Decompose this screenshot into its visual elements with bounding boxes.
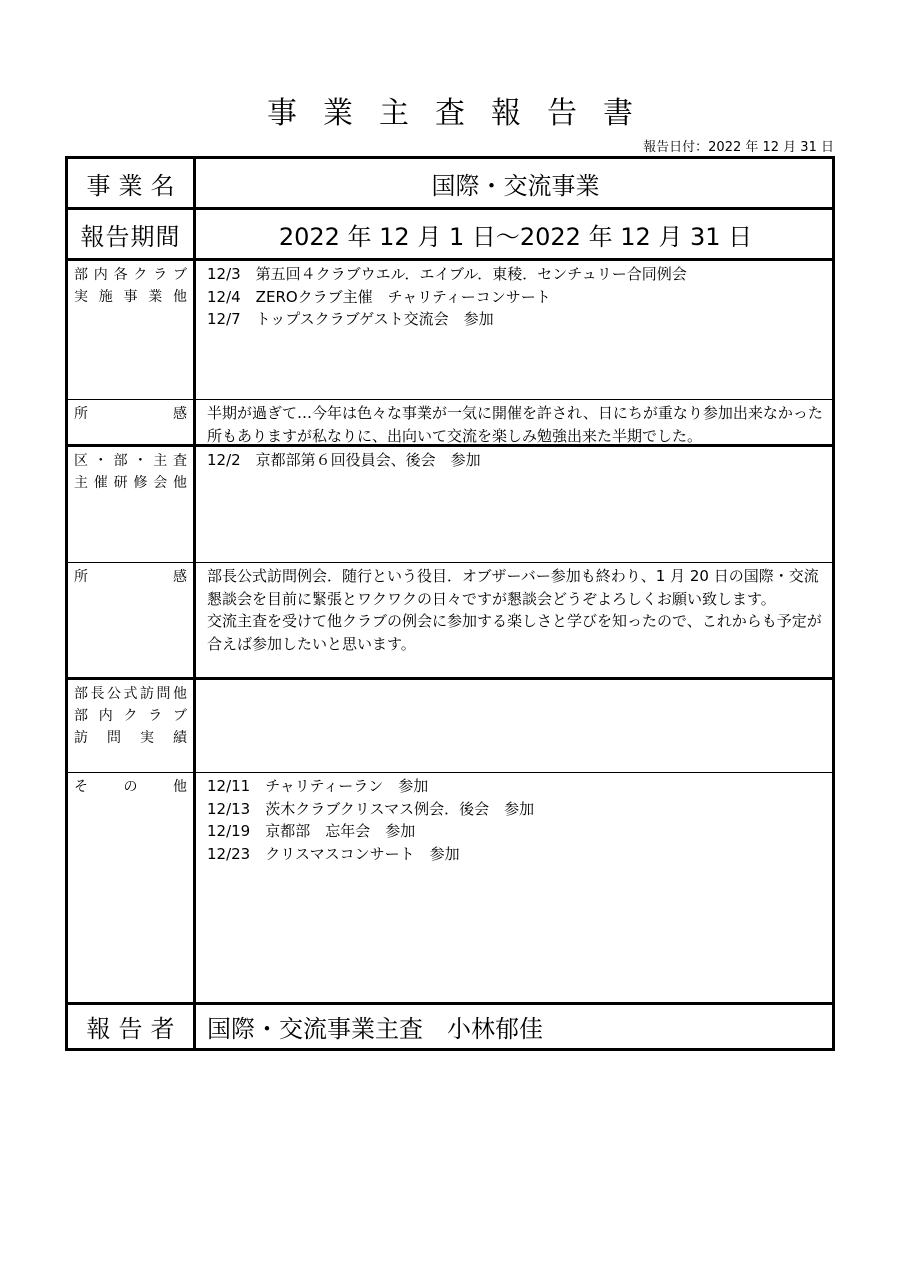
other-row: [68, 773, 832, 1005]
district-events-list: [199, 447, 832, 472]
list-item: 12/19 京都部 忘年会 参加: [207, 822, 416, 840]
list-item: 12/2 京都部第６回役員会、後会 参加: [207, 451, 481, 469]
other-list: [199, 773, 832, 865]
district-impressions-label: 所感: [74, 569, 187, 585]
period-value: 2022 年 12 月 1 日～2022 年 12 月 31 日: [278, 222, 753, 251]
club-events-label: 部内各クラブ 実施事業他: [74, 267, 187, 305]
list-item: 12/23 クリスマスコンサート 参加: [207, 844, 460, 863]
list-item: 12/7 トップスクラブゲスト交流会 参加: [207, 310, 494, 328]
other-label: その他: [74, 779, 187, 795]
district-events-row: [68, 447, 832, 563]
project-label: 事業名: [86, 171, 183, 200]
project-row: [68, 159, 832, 210]
paragraph: 部長公式訪問例会．随行という役目．オブザーバー参加も終わり、1 月 20 日の国際・交流懇談会を目前に緊張とワクワクの日々ですが懇談会どうぞよろしくお願い致します。: [207, 567, 819, 608]
list-item: 12/3 第五回４クラブウエル．エイブル．東稜．センチュリー合同例会: [207, 265, 687, 283]
list-item: 12/11 チャリティーラン 参加: [207, 777, 429, 795]
reporter-row: [68, 1005, 832, 1048]
official-visits-row: [68, 680, 832, 773]
period-label: 報告期間: [80, 222, 181, 251]
club-events-list: [199, 261, 832, 331]
page-title: 事業主査報告書: [267, 96, 659, 131]
club-impressions-label: 所感: [74, 406, 187, 422]
club-impressions-text: 半期が過ぎて…今年は色々な事業が一気に開催を許され、日にちが重なり参加出来なかった所もありますが私なりに、出向いて交流を楽しみ勉強出来た半期でした。: [207, 404, 823, 445]
list-item: 12/4 ZEROクラブ主催 チャリティーコンサート: [207, 287, 551, 306]
official-visits-content: [199, 680, 832, 772]
club-events-row: [68, 261, 832, 400]
list-item: 12/13 茨木クラブクリスマス例会．後会 参加: [207, 799, 535, 818]
project-value: 国際・交流事業: [431, 171, 600, 200]
report-date: 報告日付：2022 年 12 月 31 日: [643, 140, 834, 155]
report-form: [65, 156, 835, 1051]
reporter-value: 国際・交流事業主査 小林郁佳: [207, 1015, 543, 1043]
paragraph: 交流主査を受けて他クラブの例会に参加する楽しさと学びを知ったので、これからも予定が合えば参加したいと思います。: [207, 612, 822, 653]
period-row: [68, 210, 832, 261]
official-visits-label: 部長公式訪問他 部内クラブ 訪問実績: [74, 686, 187, 746]
club-impressions-row: [68, 400, 832, 447]
reporter-label: 報告者: [86, 1015, 183, 1043]
district-events-label: 区・部・主査 主催研修会他: [74, 453, 187, 491]
district-impressions-row: [68, 563, 832, 680]
district-impressions-text: [199, 563, 832, 655]
